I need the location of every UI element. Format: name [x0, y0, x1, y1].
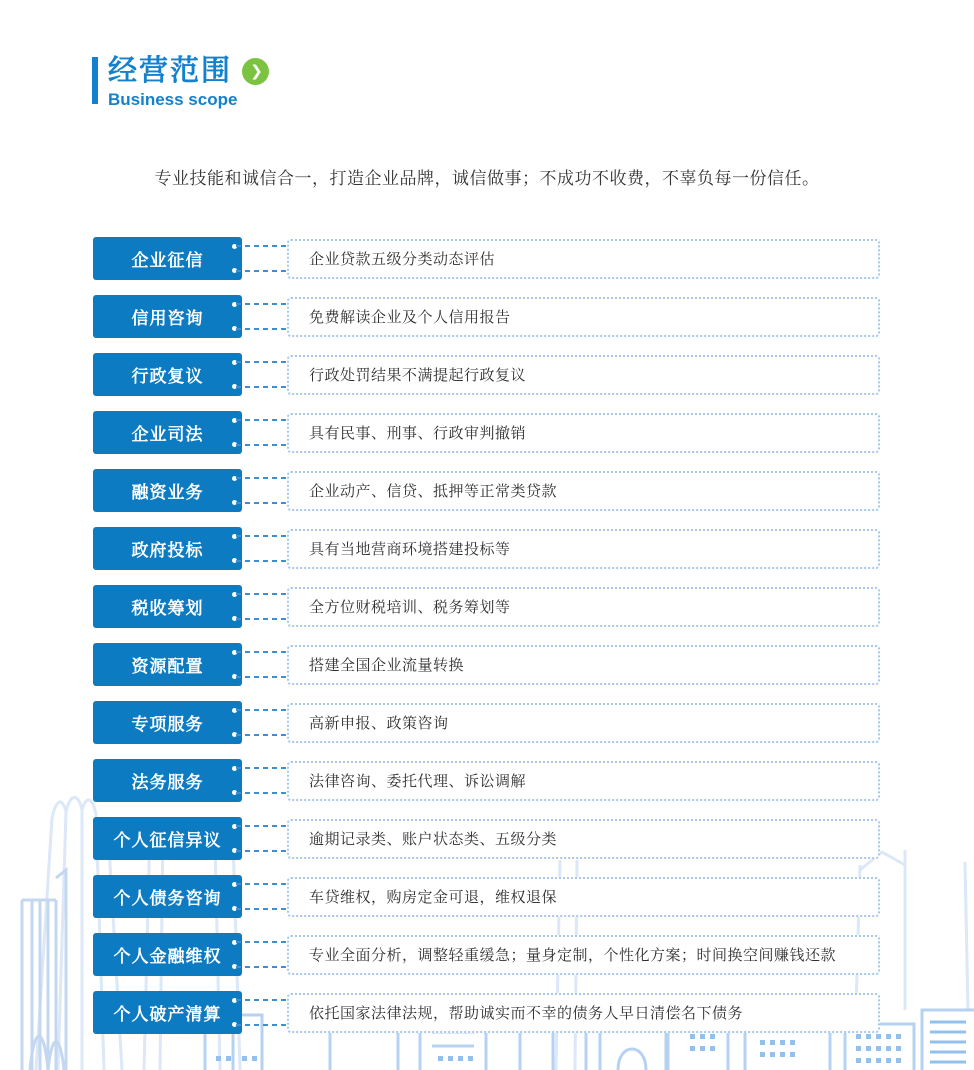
section-subtitle: Business scope: [108, 90, 238, 109]
dashed-line: [236, 477, 289, 479]
service-label-button[interactable]: [93, 469, 242, 512]
service-label: 个人破产清算: [113, 1005, 222, 1024]
service-label-button[interactable]: [93, 643, 242, 686]
service-label-button[interactable]: [93, 411, 242, 454]
dashed-connector: [242, 237, 287, 280]
service-row: [93, 585, 880, 628]
service-row: [93, 527, 880, 570]
dashed-connector: [242, 527, 287, 570]
service-description-box: [287, 645, 880, 685]
dashed-connector: [242, 933, 287, 976]
service-row: [93, 295, 880, 338]
dashed-line: [236, 709, 289, 711]
service-row: [93, 991, 880, 1034]
service-description: 搭建全国企业流量转换: [309, 657, 465, 674]
service-description-box: [287, 935, 880, 975]
dashed-line: [236, 676, 289, 678]
service-description: 具有民事、刑事、行政审判撤销: [309, 425, 527, 442]
service-description: 专业全面分析，调整轻重缓急；量身定制，个性化方案；时间换空间赚钱还款: [309, 947, 837, 964]
service-description-box: [287, 413, 880, 453]
dashed-connector: [242, 295, 287, 338]
service-label-button[interactable]: [93, 527, 242, 570]
dashed-connector: [242, 353, 287, 396]
service-label: 专项服务: [131, 715, 204, 734]
service-row: [93, 411, 880, 454]
service-description-box: [287, 529, 880, 569]
dashed-line: [236, 386, 289, 388]
dashed-connector: [242, 585, 287, 628]
tagline-text: 专业技能和诚信合一，打造企业品牌，诚信做事；不成功不收费，不辜负每一份信任。: [154, 169, 820, 188]
dashed-line: [236, 883, 289, 885]
service-label-button[interactable]: [93, 585, 242, 628]
service-description-box: [287, 993, 880, 1033]
dashed-connector: [242, 817, 287, 860]
service-label: 企业司法: [131, 425, 204, 444]
service-row: [93, 353, 880, 396]
service-label: 行政复议: [131, 367, 204, 386]
title-accent-bar: [92, 57, 98, 104]
dashed-line: [236, 1024, 289, 1026]
dashed-line: [236, 734, 289, 736]
service-description: 法律咨询、委托代理、诉讼调解: [309, 773, 527, 790]
service-label: 企业征信: [131, 251, 204, 270]
service-label-button[interactable]: [93, 701, 242, 744]
dashed-line: [236, 825, 289, 827]
dashed-line: [236, 444, 289, 446]
dashed-line: [236, 361, 289, 363]
service-label-button[interactable]: [93, 817, 242, 860]
service-label: 资源配置: [131, 657, 204, 676]
service-description: 具有当地营商环境搭建投标等: [309, 541, 511, 558]
service-description: 免费解读企业及个人信用报告: [309, 309, 511, 326]
service-description: 行政处罚结果不满提起行政复议: [309, 367, 527, 384]
dashed-line: [236, 792, 289, 794]
dashed-line: [236, 941, 289, 943]
service-row: [93, 643, 880, 686]
service-label-button[interactable]: [93, 237, 242, 280]
dashed-line: [236, 245, 289, 247]
dashed-connector: [242, 469, 287, 512]
service-description-box: [287, 819, 880, 859]
dashed-line: [236, 850, 289, 852]
dashed-line: [236, 303, 289, 305]
service-description-box: [287, 297, 880, 337]
service-description-box: [287, 239, 880, 279]
dashed-line: [236, 767, 289, 769]
dashed-line: [236, 560, 289, 562]
dashed-connector: [242, 411, 287, 454]
dashed-connector: [242, 643, 287, 686]
service-description: 企业贷款五级分类动态评估: [309, 251, 496, 268]
service-description-box: [287, 587, 880, 627]
service-description-box: [287, 761, 880, 801]
section-header: [92, 55, 269, 110]
service-description-box: [287, 703, 880, 743]
dashed-line: [236, 502, 289, 504]
service-label-button[interactable]: [93, 295, 242, 338]
service-label: 税收筹划: [131, 599, 204, 618]
service-row: [93, 759, 880, 802]
service-row: [93, 469, 880, 512]
service-row: [93, 817, 880, 860]
dashed-line: [236, 593, 289, 595]
service-description: 依托国家法律法规，帮助诚实而不幸的债务人早日清偿名下债务: [309, 1005, 744, 1022]
service-description: 车贷维权，购房定金可退，维权退保: [309, 889, 558, 906]
dashed-connector: [242, 991, 287, 1034]
dashed-line: [236, 908, 289, 910]
service-label: 信用咨询: [131, 309, 204, 328]
service-label-button[interactable]: [93, 759, 242, 802]
dashed-line: [236, 651, 289, 653]
service-label: 个人金融维权: [113, 947, 222, 966]
service-label-button[interactable]: [93, 875, 242, 918]
service-description-box: [287, 471, 880, 511]
dashed-line: [236, 328, 289, 330]
chevron-right-icon[interactable]: ❯: [242, 58, 269, 85]
service-label-button[interactable]: [93, 933, 242, 976]
service-row: [93, 933, 880, 976]
service-description-box: [287, 877, 880, 917]
service-label-button[interactable]: [93, 991, 242, 1034]
service-label: 个人债务咨询: [113, 889, 222, 908]
dashed-line: [236, 618, 289, 620]
dashed-line: [236, 535, 289, 537]
dashed-line: [236, 966, 289, 968]
section-title: 经营范围: [108, 55, 233, 87]
dashed-connector: [242, 701, 287, 744]
service-label: 政府投标: [131, 541, 204, 560]
service-description: 逾期记录类、账户状态类、五级分类: [309, 831, 558, 848]
service-row: [93, 237, 880, 280]
service-row: [93, 701, 880, 744]
dashed-line: [236, 999, 289, 1001]
dashed-line: [236, 270, 289, 272]
dashed-line: [236, 419, 289, 421]
dashed-connector: [242, 759, 287, 802]
service-description: 全方位财税培训、税务筹划等: [309, 599, 511, 616]
services-list: [93, 237, 880, 1034]
service-row: [93, 875, 880, 918]
service-label: 个人征信异议: [113, 831, 222, 850]
service-description: 企业动产、信贷、抵押等正常类贷款: [309, 483, 558, 500]
service-label: 法务服务: [131, 773, 204, 792]
dashed-connector: [242, 875, 287, 918]
service-description-box: [287, 355, 880, 395]
service-label: 融资业务: [131, 483, 204, 502]
service-description: 高新申报、政策咨询: [309, 715, 449, 732]
service-label-button[interactable]: [93, 353, 242, 396]
